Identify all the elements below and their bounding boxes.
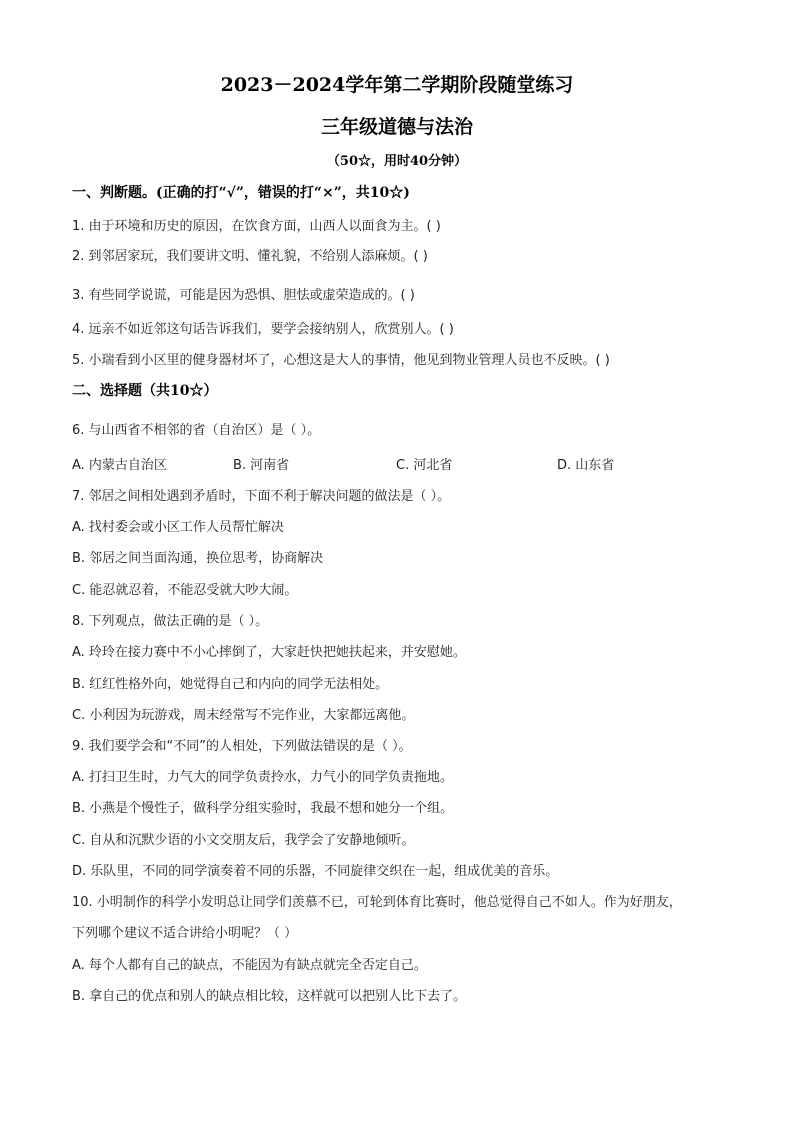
question-6: 6. 与山西省不相邻的省（自治区）是（ ）。 (72, 423, 321, 438)
q8-option-b: B. 红红性格外向，她觉得自己和内向的同学无法相处。 (72, 677, 389, 692)
q6-option-a: A. 内蒙古自治区 (72, 458, 167, 473)
score-info: （50☆，用时40分钟） (326, 154, 468, 169)
q10-option-b: B. 拿自己的优点和别人的缺点相比较，这样就可以把别人比下去了。 (72, 989, 467, 1004)
q9-option-c: C. 自从和沉默少语的小文交朋友后，我学会了安静地倾听。 (72, 833, 415, 848)
question-4: 4. 远亲不如近邻这句话告诉我们，要学会接纳别人，欣赏别人。( ) (72, 322, 454, 337)
q10-option-a: A. 每个人都有自己的缺点，不能因为有缺点就完全否定自己。 (72, 958, 427, 973)
question-5: 5. 小瑞看到小区里的健身器材坏了，心想这是大人的事情，他见到物业管理人员也不反映。( ) (72, 353, 610, 368)
q7-option-a: A. 找村委会或小区工作人员帮忙解决 (72, 520, 284, 535)
question-1: 1. 由于环境和历史的原因，在饮食方面，山西人以面食为主。( ) (72, 219, 441, 234)
q7-option-b: B. 邻居之间当面沟通，换位思考，协商解决 (72, 551, 324, 566)
q8-option-c: C. 小利因为玩游戏，周末经常写不完作业，大家都远离他。 (72, 708, 415, 723)
exam-subtitle: 三年级道德与法治 (320, 116, 473, 138)
question-2: 2. 到邻居家玩，我们要讲文明、懂礼貌，不给别人添麻烦。( ) (72, 249, 428, 264)
question-10-line2: 下列哪个建议不适合讲给小明呢？（ ） (72, 926, 298, 941)
q6-option-b: B. 河南省 (233, 458, 290, 473)
q7-option-c: C. 能忍就忍着，不能忍受就大吵大闹。 (72, 583, 298, 598)
section-heading-multiple-choice: 二、选择题（共10☆） (72, 383, 218, 399)
section-heading-true-false: 一、判断题。(正确的打“√”，错误的打“×”，共10☆) (72, 185, 410, 201)
exam-title: 2023－2024学年第二学期阶段随堂练习 (220, 74, 574, 96)
q9-option-d: D. 乐队里，不同的同学演奏着不同的乐器，不同旋律交织在一起，组成优美的音乐。 (72, 864, 559, 879)
q9-option-a: A. 打扫卫生时，力气大的同学负责拎水，力气小的同学负责拖地。 (72, 770, 453, 785)
question-8: 8. 下列观点，做法正确的是（ ）。 (72, 614, 269, 629)
q6-option-d: D. 山东省 (557, 458, 615, 473)
question-9: 9. 我们要学会和“不同”的人相处，下列做法错误的是（ ）。 (72, 739, 412, 754)
q8-option-a: A. 玲玲在接力赛中不小心摔倒了，大家赶快把她扶起来，并安慰她。 (72, 645, 466, 660)
question-7: 7. 邻居之间相处遇到矛盾时，下面不利于解决问题的做法是（ ）。 (72, 489, 451, 504)
question-3: 3. 有些同学说谎，可能是因为恐惧、胆怯或虚荣造成的。( ) (72, 288, 415, 303)
question-10-line1: 10. 小明制作的科学小发明总让同学们羡慕不已，可轮到体育比赛时，他总觉得自己不如人。作为好朋友， (72, 895, 682, 910)
q9-option-b: B. 小燕是个慢性子，做科学分组实验时，我最不想和她分一个组。 (72, 801, 454, 816)
q6-option-c: C. 河北省 (396, 458, 453, 473)
